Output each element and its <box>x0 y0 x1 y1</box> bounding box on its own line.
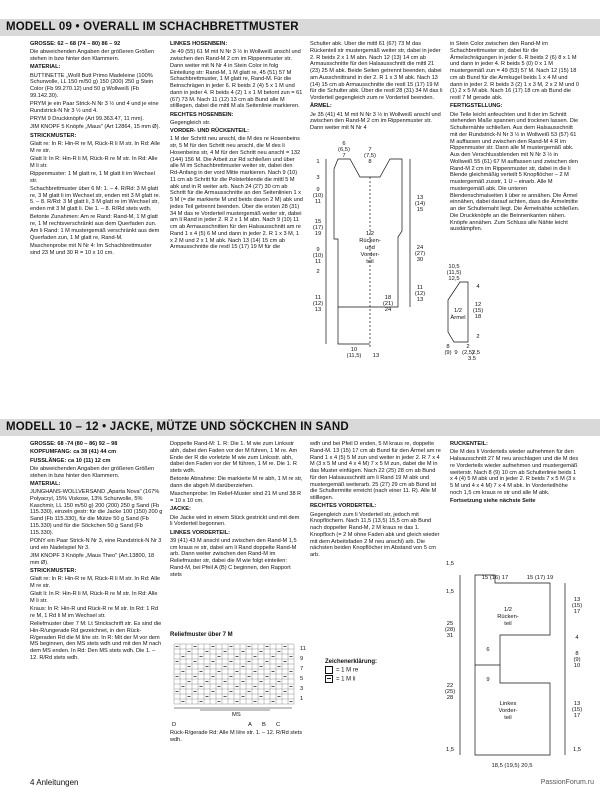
sleeve-bl-1: 8 <box>446 344 450 350</box>
sleeve-right-3: (15) <box>472 308 484 314</box>
body-label-4: Vorder- <box>360 252 380 258</box>
section-heading: RECHTES HOSENBEIN: <box>170 111 234 118</box>
section-heading: VORDER- UND RÜCKENTEIL: <box>170 128 249 134</box>
d2-right-2: (15) <box>571 603 583 609</box>
d2-lower-2: Vorder- <box>498 708 518 714</box>
d2-left-6: (25) <box>444 689 456 695</box>
relief-chart-caption: Rück-R/gerade Rd: Alle M li/re str. 1. – 12. R/Rd stets wdh. <box>170 730 303 743</box>
left-num-7: (17) <box>312 225 324 231</box>
d2-right-5: 8 <box>575 651 579 657</box>
d2-lower-1: Linkes <box>499 701 517 707</box>
site-watermark: PassionForum.ru <box>540 779 594 786</box>
paragraph: Glatt li: In R: Hin-R li M, Rück-R re M str. In Rd: Alle M li str. <box>30 155 158 169</box>
d2-upper-1: 1/2 <box>503 607 513 613</box>
sleeve-right-5: 2 <box>476 334 480 340</box>
paragraph: Glatt li: In R: Hin-R li M, Rück-R re M str. In Rd: Alle M li str. <box>30 591 158 604</box>
mid-num-1: 18 <box>384 295 392 301</box>
section-heading: STRICKMUSTER: <box>30 567 77 574</box>
d2-lower-3: teil <box>504 715 512 721</box>
left-bottom-1: 11 <box>314 295 322 301</box>
paragraph: Die abweichenden Angaben der größeren Größen stehen in bzw hinter den Klammern. <box>30 49 155 62</box>
paragraph: Glatt re: In R: Hin-R re M, Rück-R li M str. In Rd: Alle M re str. <box>30 576 160 589</box>
footer-label: Anleitungen <box>36 778 79 787</box>
body-label-2: Rücken- <box>359 238 381 244</box>
sleeve-right-4: 18 <box>474 314 482 320</box>
d2-right-7: 10 <box>573 663 581 669</box>
d2-mid-1: 6 <box>486 647 490 653</box>
d2-right-3: 17 <box>573 609 581 615</box>
paragraph: Die Jacke wird in einem Stück gestrickt und mit dem li Vorderteil begonnen. <box>170 514 300 528</box>
sleeve-top-1: 10,5 <box>448 264 460 270</box>
paragraph: Die M des li Vorderteils wieder aufnehmen für den Halsausschnitt 27 M neu anschlagen und die M des re Vorderteils wieder aufnehmen und mustergemäß weiterstr. Nach 8 (9) 10 cm ab Schulterlinie beids 1 x 4 (4) 5 M abk und in jeder 2. R beids 7 x 5 M (3 x 5 M und 4 x 4 M) 7 x 4 M abk. In Vorderteilhöhe noch 1,5 cm kraus re str und alle M abk. <box>450 449 579 496</box>
top-mid-2: (7,5) <box>364 153 376 159</box>
section-heading: JACKE: <box>170 506 191 513</box>
paragraph: BUTTINETTE „Wolll Butt Primo Madeleine (100% Schurwolle, LL 150 m/50 g) 150 (200) 250 g Stein Color (Fb 99.270.12) und 50 g Wollweiß (Fb 99.142.30). <box>30 72 154 99</box>
left-num-8: 19 <box>314 231 322 237</box>
left-bottom-2: (12) <box>312 301 324 307</box>
square-empty-icon <box>325 666 333 674</box>
d2-left-5: 22 <box>446 683 454 689</box>
right-num-2: (14) <box>414 201 426 207</box>
d2-upper-3: teil <box>504 621 512 627</box>
paragraph: Gegengleich str. <box>170 119 211 126</box>
relief-chart-title: Reliefmuster über 7 M <box>170 632 233 638</box>
section-heading: STRICKMUSTER: <box>30 132 77 139</box>
d2-left-4: 31 <box>446 633 454 639</box>
sleeve-bl-3: 9 <box>454 350 458 356</box>
sleeve-right-1: 4 <box>476 284 480 290</box>
paragraph: Rippenmuster: 1 M glatt re, 1 M glatt li im Wechsel str. <box>30 170 155 184</box>
top-mid-3: 8 <box>368 159 372 165</box>
paragraph: PRYM 9 Druckknöpfe (Art 99.363.47, 11 mm). <box>30 116 144 122</box>
paragraph: Die abweichenden Angaben der größeren Größen stehen in bzw hinter den Klammern. <box>30 465 155 479</box>
paragraph: Gegengleich zum li Vorderteil str, jedoch mit Knopflöchern. Nach 11,5 (13,5) 15,5 cm ab Bund nach doppelter Rand-M, 2 M kraus re das 1. Knopfloch (= 2 M ohne Faden abk und gleich wieder mit dem Arbeitsfaden 2 M neu anschl) arb. Die nächsten beiden Knopflöcher im Abstand von 5 cm arb. <box>310 511 440 558</box>
left-num-12: 2 <box>316 269 320 275</box>
jacke-materials-column <box>30 441 163 775</box>
left-num-10: (10) <box>312 253 324 259</box>
body-label-5: teil <box>366 259 374 265</box>
row-num-3: 3 <box>300 686 304 692</box>
section-heading: MATERIAL: <box>30 480 61 487</box>
section-heading: FUSSLÄNGE: ca 10 (11) 12 cm <box>30 457 111 464</box>
page-number: 4 <box>30 778 35 787</box>
top-left-1: 6 <box>342 141 346 147</box>
d2-right-9: (15) <box>571 707 583 713</box>
d2-top-3: 15 (17) 19 <box>526 575 554 581</box>
mid-num-3: 24 <box>384 307 392 313</box>
right-num-9: 13 <box>416 297 424 303</box>
top-left-2: (6,5) <box>338 147 350 153</box>
paragraph: Reliefmuster über 7 M: Lt Strickschrift str. Es sind die Hin-R/ungerade Rd gezeichnet, in den Rück-R/geraden Rd die M li/re str. In R: Mit der M vor dem MS beginnen, den MS stets wdh und mit den M nach dem MS enden. In Rd: Den MS stets wdh. Die 1. – 12. R/Rd stets wdh. <box>30 621 162 661</box>
d2-left-2: 25 <box>446 621 454 627</box>
top-mid-1: 7 <box>368 147 372 153</box>
paragraph: Doppelte Rand-M: 1. R: Die 1. M wie zum Linksstr abh, dabei den Faden vor der M führen, 1 M re. Am Ende der R die vorletzte M wie zum Linksstr. abh, dabei den Faden vor der M führen, 1 M re. Die 1. R stets wdh. <box>170 441 298 474</box>
relief-chart <box>170 632 310 743</box>
row-num-1: 1 <box>300 696 304 702</box>
paragraph: Die Teile leicht anfeuchten und It der im Schnitt stehenden Maße spannen und trocknen lassen. Die Schulternähte schließen. Aus dem Halsausschnitt mit der Rundstrick-N Nr 3 ½ in Wollweiß 53 (57) 61 M auffassen und zwischen den Rand-M 4 R im Rippenmuster str. Dann alle M mustergemäß abk. Aus den Verschlussblenden mit N Nr 3 ½ in Wollweiß 55 (61) 67 M auffassen und zwischen den Rand-M 2 cm im Rippenmuster str, dabei in die li Blende gleichmäßig verteilt 5 Knopflöcher – 2 M mustergemäß zusstr, 1 U – einarb. Alle M mustergemäß abk. Die unteren Blendenschmalseiten li über re annähen. Die Ärmel einnähen, dabei darauf achten, dass die Ärmelmitte an der Schulternaht liegt. Die Ärmelnähte schließen. Die Druckknöpfe an die Beinnenkanten nähen. Knöpfe annähen. Zum Schluss alle Nähte leicht ausdämpfen. <box>450 111 580 233</box>
sleeve-bl-2: (9) <box>444 350 452 356</box>
sleeve-label-2: Ärmel <box>450 315 466 321</box>
left-num-1: 1 <box>316 159 320 165</box>
ms-label: MS <box>232 712 241 718</box>
paragraph: 39 (41) 43 M anschl und zwischen den Rand-M 1,5 cm kraus re str, dabei am li Rand doppelte Rand-M arb. Dann weiter zwischen den Rand-M im Reliefmuster str, dabei die M wie folgt einteilen: Rand-M, bei Pfeil A (B) C beginnen, den Rapport stets <box>170 537 297 578</box>
paragraph: Schulter abk. Über die mittl 61 (67) 73 M das Rückenteil str mustergemäß weiter str, dabei in jeder 2. R beids 2 x 1 M abn. Nach 12 (13) 14 cm ab Armausschnitte für den Halsausschnitt die mittl 21 (23) 25 M abk. Beide Seiten getrennt beenden, dabei am Ausschnittrand in der 2. R 1 x 3 M abk. Nach 13 (14) 15 cm ab Armausschnitte die restl 15 (17) 19 M für die Schulter abk. Über die restl 28 (31) 34 M das li Vorderteil gegengleich zum re Vorderteil beenden. <box>310 41 443 101</box>
left-bottom-3: 13 <box>314 307 322 313</box>
square-dash-icon <box>325 675 333 683</box>
d2-left-7: 28 <box>446 695 454 701</box>
left-num-6: 15 <box>314 219 322 225</box>
section-heading: RECHTES VORDERTEIL: <box>310 503 377 510</box>
sleeve-br-4: 3,5 <box>467 356 477 360</box>
paragraph: Kraus: In R: Hin-R und Rück-R re M str. In Rd: 1 Rd re M, 1 Rd li M im Wechsel str. <box>30 606 159 619</box>
section-heading: ÄRMEL: <box>310 103 332 110</box>
section-heading: RÜCKENTEIL: <box>450 441 488 447</box>
vorderteil-column <box>310 441 443 621</box>
paragraph: Betonte Zunahmen: Am re Rand: Rand-M, 1 M glatt re, 1 M rechtsverschränkt aus dem Querfaden zun. Am li Rand: 1 M mustergemäß verschränkt aus dem Querfaden zun, 1 M glatt re, Rand-M. <box>30 214 160 241</box>
arrow-d: D <box>172 722 177 728</box>
paragraph: PONY ein Paar Strick-N Nr 3, eine Rundstrick-N Nr 3 und ein Nadelspiel Nr 3. <box>30 537 162 551</box>
jacke-schematic-diagram <box>440 555 595 777</box>
d2-left-3: (28) <box>444 627 456 633</box>
sleeve-schematic-diagram <box>440 260 495 360</box>
d2-right-11: 1,5 <box>572 747 582 753</box>
section-heading: GRÖSSE: 68 -74 (80 – 86) 92 – 98 <box>30 441 118 447</box>
right-num-5: (27) <box>414 251 426 257</box>
right-num-4: 24 <box>416 245 424 251</box>
row-num-9: 9 <box>300 656 304 662</box>
body-label-1: 1/2 <box>365 231 375 237</box>
paragraph: PRYM je ein Paar Strick-N Nr 3 ½ und 4 und je eine Rundstrick-N Nr 3 ½ und 4. <box>30 101 159 114</box>
d2-right-6: (9) <box>573 657 581 663</box>
legend-item-li: = 1 M li <box>325 675 435 684</box>
paragraph: Maschenprobe: Im Relief-Muster sind 21 M und 38 R = 10 x 10 cm. <box>170 491 302 504</box>
left-num-5: 11 <box>314 199 322 205</box>
sleeve-br-1: 2 <box>466 344 470 350</box>
d2-right-4: 4 <box>575 635 579 641</box>
paragraph: 1 M der Schritt neu anschl, die M des re Hosenbeins str, 5 M für den Schritt neu anschl, die M des li Hosenbeins str, 4 M für den Schritt neu anschl = 132 (144) 156 M. Die Arbeit zur Rd schließen und über alle M im Schachbrettmuster weiter str, dabei den Rd-Anfang in der vord Mitte markieren. Nach 9 (10) 11 cm ab Schritt für die Polsterblende die mittl 5 M abk und in R weiter arb. Nach 24 (27) 30 cm ab Schritt für die Armausschnitte an den Seitenlinien 1 x 5 M (= die markierte M und beids davon 2 M) abk und jedes Teil getrennt beenden. Über die ersten 28 (31) 34 M das re Vorderteil mustergemäß weiter str, dabei am li Rand in jeder 2. R 2 x 1 M abn. Nach 9 (10) 11 cm ab Armausschnitten für den Halsausschnitt am re Rand 1 x 4 (5) 6 M und dann in jeder 2. R 1 x 3 M, 1 x 2 M und 2 x 1 M abk. Nach 13 (14) 15 cm ab Armausschnitte die restl 15 (17) 19 M für die <box>170 136 303 251</box>
section-heading: FERTIGSTELLUNG: <box>450 103 503 110</box>
section-heading: MATERIAL: <box>30 64 61 71</box>
right-num-1: 13 <box>416 195 424 201</box>
right-num-3: 15 <box>416 207 424 213</box>
hosenbein-column <box>170 41 303 359</box>
left-num-3: 9 <box>316 187 320 193</box>
d2-right-8: 13 <box>573 701 581 707</box>
row-num-5: 5 <box>300 676 304 682</box>
legend-item-re: = 1 M re <box>325 666 435 675</box>
paragraph: JUNGHANS-WOLLVERSAND „Aparta Nova" (167% Polyacryl, 15% Viskose, 13% Schurwolle, 5% Kaschmir, LL 150 m/50 g) 200 (200) 250 g Sand (Fb 115.330), einzeln gestr: für die Jacke 100 (150) 200 g Sand (Fb 115.330), für die Mütze 50 g Sand (Fb 115.330) und für die Söckchen 50 g Sand (Fb 115.330). <box>30 489 163 536</box>
right-num-7: 11 <box>416 285 424 291</box>
section-title-modell-09: MODELL 09 • OVERALL IM SCHACHBRETTMUSTER <box>0 19 600 36</box>
d2-top-1: 1,5 <box>445 561 455 567</box>
paragraph: JIM KNOPF 3 Knöpfe „Maus Theo" (Art.13800, 18 mm Ø). <box>30 552 155 566</box>
section-heading: GRÖSSE: 62 – 68 (74 – 80) 86 – 92 <box>30 41 121 47</box>
ruecken-column <box>310 41 443 135</box>
row-num-11: 11 <box>300 646 307 652</box>
body-label-3: und <box>365 245 375 251</box>
leg-outline <box>338 307 370 344</box>
section-title-modell-10-12: MODELL 10 – 12 • JACKE, MÜTZE UND SÖCKCHEN IN SAND <box>0 419 600 436</box>
d2-right-1: 13 <box>573 597 581 603</box>
bottom-num-3: 13 <box>372 353 380 359</box>
paragraph: Je 49 (55) 61 M mit N Nr 3 ½ in Wollweiß anschl und zwischen den Rand-M 2 cm im Rippenmuster str. Dann weiter mit N Nr 4 in Stein Color in folg Einteilung str: Rand-M, 1 M glatt re, 45 (51) 57 M Schachbrettmuster, 1 M glatt re, Rand-M. Für die Beinschrägen in jeder 6. R beids 2 (4) 5 x 1 M und dann in jeder 4. R beids 4 (2) 1 x 1 M betont zun = 61 (67) 73 M. Nach 11 (12) 13 cm ab Bund alle M stilllegen, dabei die mittl M als Seitenlinie markieren. <box>170 49 303 110</box>
right-num-8: (12) <box>414 291 426 297</box>
sleeve-top-3: 12,5 <box>448 276 460 282</box>
d2-upper-2: Rücken- <box>497 614 519 620</box>
paragraph: wdh und bei Pfeil D enden, 5 M kraus re, doppelte Rand-M. 13 (15) 17 cm ab Bund für den Ärmel am re Rand 1 x 4 (5) 5 M zun und weiter in jeder 2. R 7 x 4 M (3 x 5 M und 4 x 4 M) 7 x 5 M zun, dabei die M in das Muster einfügen. Nach 22 (25) 28 cm ab Bund für den Halsausschnitt am li Rand 19 M abk und mustergemäß weiterarb. 25 (27) 29 cm ab Bund ist die Schultermitte erreicht (nach einer 11. R). Alle M stilllegen. <box>310 441 441 501</box>
arrow-b: B <box>262 722 266 728</box>
bottom-num-2: (11,5) <box>346 353 362 359</box>
top-left-3: 7 <box>342 153 346 159</box>
legend-title: Zeichenerklärung: <box>325 659 378 665</box>
overall-schematic-diagram <box>308 139 450 361</box>
paragraph: Maschenprobe mit N Nr 4: Im Schachbrettmuster sind 23 M und 30 R = 10 x 10 cm. <box>30 242 152 256</box>
paragraph: Je 35 (41) 41 M mit N Nr 3 ½ in Wollweiß anschl und zwischen den Rand-M 2 cm im Rippenmuster str. Dann weiter mit N Nr 4 <box>310 111 441 131</box>
sleeve-right-2: 12 <box>474 302 482 308</box>
section-heading: KOPFUMFANG: ca 38 (41) 44 cm <box>30 449 117 456</box>
paragraph: Schachbrettmuster über 6 M: 1. – 4. R/Rd: 3 M glatt re, 3 M glatt li im Wechsel str, enden mit 3 M glatt re. 5. – 8. R/Rd: 3 M glatt li, 3 M glatt re im Wechsel str, enden mit 3 M glatt li. Die 1. – 8. R/Rd stets wdh. <box>30 185 161 212</box>
d2-left-1: 1,5 <box>445 589 455 595</box>
section-heading: Fortsetzung siehe nächste Seite <box>450 498 536 504</box>
row-num-7: 7 <box>300 666 304 672</box>
d2-right-10: 17 <box>573 713 581 719</box>
left-num-9: 9 <box>316 247 320 253</box>
sleeve-label-1: 1/2 <box>453 308 463 314</box>
page-footer <box>30 778 79 787</box>
bottom-num-1: 10 <box>350 347 358 353</box>
rueckenteil-column <box>450 441 580 551</box>
legend <box>325 658 435 683</box>
materials-column <box>30 41 163 359</box>
right-num-6: 30 <box>416 257 424 263</box>
jacke-pattern-column <box>170 441 303 621</box>
arrow-c: C <box>276 722 281 728</box>
paragraph: JIM KNOPF 5 Knöpfe „Maus" (Art 12864, 15 mm Ø). <box>30 124 161 131</box>
section-heading: LINKES VORDERTEIL: <box>170 529 230 536</box>
d2-left-8: 1,5 <box>445 747 455 753</box>
d2-bottom-1: 18,5 (19,5) 20,5 <box>491 763 533 769</box>
sleeve-br-2: (2,5) <box>462 350 474 356</box>
left-num-2: 3 <box>316 175 320 181</box>
left-num-11: 11 <box>314 259 322 265</box>
mid-num-2: (21) <box>382 301 394 307</box>
sleeve-top-2: (11,5) <box>446 270 462 276</box>
paragraph: Glatt re: In R: Hin-R re M, Rück-R li M str. In Rd: Alle M re str. <box>30 140 160 154</box>
d2-top-2: 15 (16) 17 <box>481 575 509 581</box>
section-heading: LINKES HOSENBEIN: <box>170 41 228 47</box>
paragraph: in Stein Color zwischen den Rand-M im Schachbrettmuster str, dabei für die Ärmelschrägungen in jeder 6. R beids 2 (6) 8 x 1 M und dann in jeder 4. R beids 5 (0) 0 x 1 M mustergemäß zun = 49 (53) 57 M. Nach 12 (15) 18 cm ab Bund für die Armkugel beids 1 x 4 M und dann in jeder 2. R beids 3 (2) 1 x 3 M, 2 x 2 M und 0 (1) 2 x 5 M abk. Nach 16 (17) 18 cm ab Bund die restl 7 M gerade abk. <box>450 41 580 101</box>
arrow-a: A <box>248 722 252 728</box>
sleeve-br-3: 2,5 <box>471 350 481 356</box>
left-num-4: (10) <box>312 193 324 199</box>
d2-mid-2: 9 <box>486 677 490 683</box>
paragraph: Betonte Abnahme: Die markierte M re abh, 1 M re str, dann die abgeh M darüberziehen. <box>170 476 303 489</box>
